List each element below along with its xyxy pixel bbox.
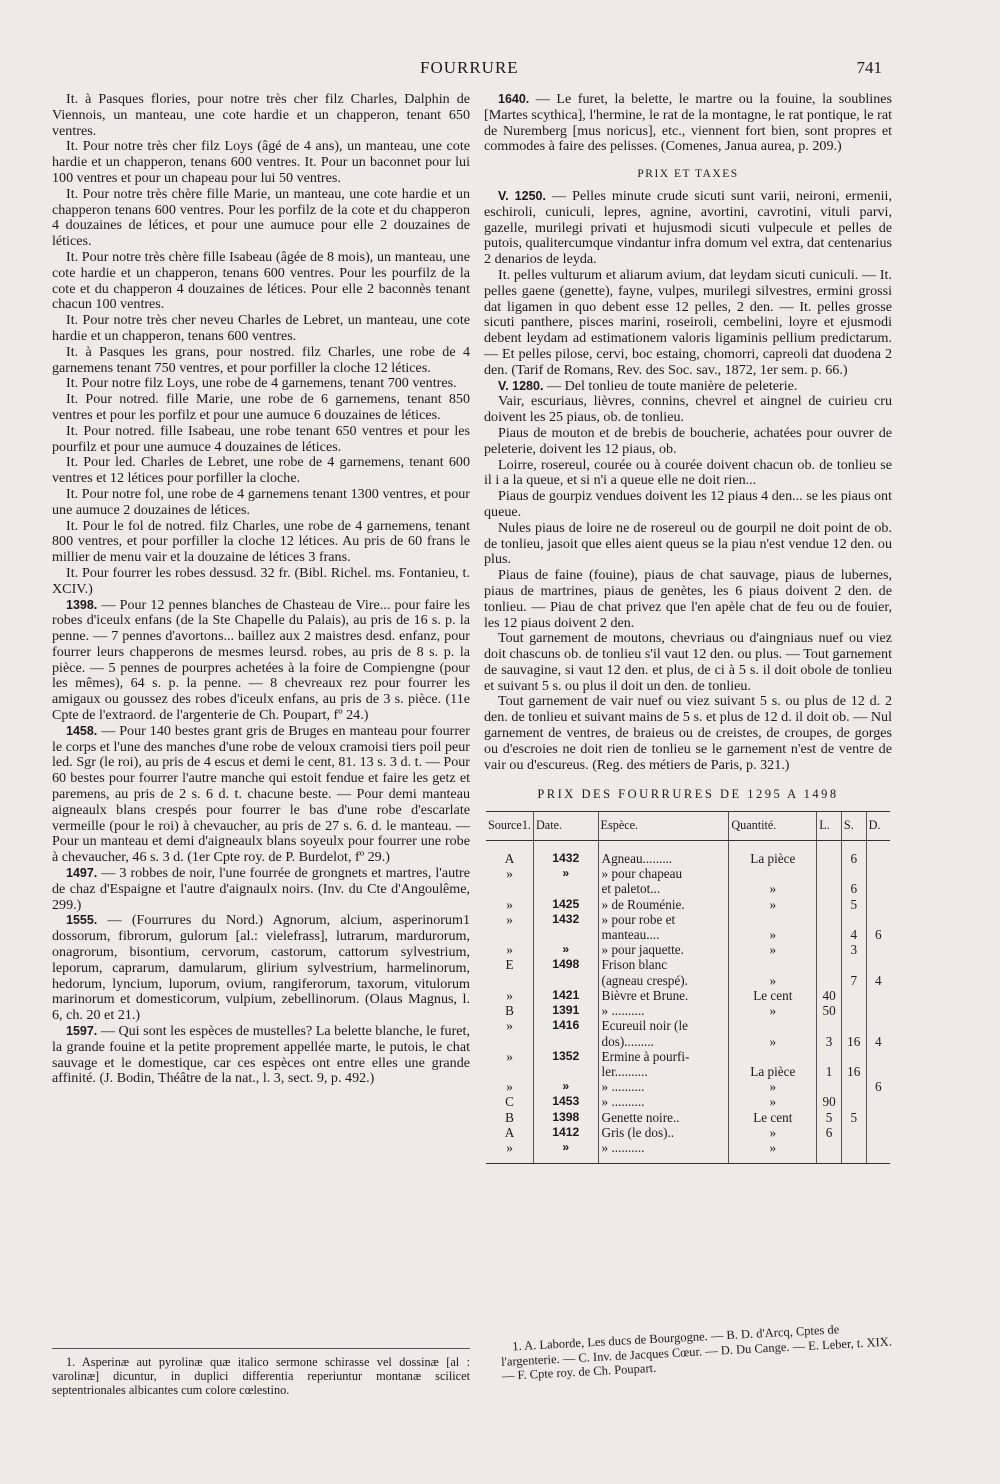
cell-d — [866, 1064, 890, 1079]
cell-source: » — [506, 1079, 513, 1095]
cell-source: » — [486, 1140, 533, 1164]
cell-species: » .......... — [598, 1003, 729, 1018]
cell-source — [486, 1034, 533, 1049]
header-quantity: Quantité. — [729, 812, 817, 841]
running-title: FOURRURE — [420, 58, 519, 77]
cell-quantity — [729, 1018, 817, 1033]
paragraph-text: It. Pour notre très cher neveu Charles de Lebret, un manteau, une cote hardie et un chapperon, tenans 600 ventres. — [52, 312, 470, 344]
paragraph — [484, 92, 892, 155]
paragraph — [484, 458, 892, 490]
cell-s — [841, 1003, 866, 1018]
cell-species: » pour robe et — [598, 912, 729, 927]
cell-d — [866, 1003, 890, 1018]
cell-s — [841, 1079, 866, 1094]
header-source: Source1. — [486, 812, 533, 841]
paragraph-text: Piaus de mouton et de brebis de boucherie, achatées pour ouvrer de peleterie, doivent les 12 piaus, ob. — [484, 424, 892, 457]
cell-d — [866, 897, 890, 912]
cell-source: B — [505, 1003, 514, 1019]
cell-d — [866, 1049, 890, 1064]
paragraph — [52, 455, 470, 487]
cell-s — [841, 1018, 866, 1033]
paragraph-text: It. à Pasques flories, pour notre très cher filz Charles, Dalphin de Viennois, un manteau, une cote hardie et un chapperon, tenant 650 ventres. — [52, 91, 470, 139]
cell-s — [841, 1140, 866, 1164]
header-s: S. — [841, 812, 866, 841]
prix-et-taxes-text — [484, 189, 892, 773]
entry-year: 1497. — [66, 866, 98, 881]
cell-l: 1 — [817, 1064, 842, 1079]
cell-l: 50 — [817, 1003, 842, 1018]
cell-species: Genette noire.. — [598, 1110, 729, 1125]
cell-l: 40 — [817, 988, 842, 1003]
cell-l — [817, 1049, 842, 1064]
cell-date — [533, 1064, 598, 1079]
entry-year: 1398. — [66, 597, 98, 612]
paragraph — [52, 392, 470, 424]
table-row — [486, 881, 890, 896]
cell-s: 5 — [841, 897, 866, 912]
paragraph-text: — 3 robbes de noir, l'une fourrée de grongnets et martres, l'autre de chaz d'Espaigne et l'autre d'aignaulx noirs. (Inv. du Cte d'Angoulême, 299.) — [52, 865, 470, 913]
cell-source: A — [504, 1124, 515, 1140]
cell-quantity: » — [729, 1003, 817, 1018]
cell-quantity: Le cent — [729, 988, 817, 1003]
cell-species: » .......... — [598, 1140, 729, 1164]
entry-year: 1458. — [66, 723, 98, 738]
paragraph-text: It. Pour notre filz Loys, une robe de 4 garnemens, tenant 700 ventres. — [66, 375, 457, 392]
table-row — [486, 973, 890, 988]
entry-year: 1555. — [66, 913, 98, 928]
paragraph — [52, 250, 470, 313]
cell-source: B — [505, 1109, 514, 1125]
cell-s: 16 — [841, 1064, 866, 1079]
cell-d — [866, 1018, 890, 1033]
table-row — [486, 1049, 890, 1064]
header-d: D. — [866, 812, 890, 841]
cell-l: 5 — [817, 1110, 842, 1125]
cell-date: 1412 — [533, 1125, 598, 1140]
cell-l — [817, 1018, 842, 1033]
paragraph — [52, 487, 470, 519]
cell-source: » — [506, 1048, 513, 1064]
cell-date: » — [533, 1140, 598, 1164]
paragraph — [52, 92, 470, 139]
cell-date: 1432 — [533, 912, 598, 927]
left-footnote-text: 1. Asperinæ aut pyrolinæ quæ italico sermone schirasse vel dossinæ [al : varolinæ] dicuntur, in duplici differentia reperiuntur montanæ scilicet septentrionales albicantes cum colore cœlestino. — [52, 1355, 470, 1397]
cell-d: 4 — [866, 973, 890, 988]
header-l: L. — [817, 812, 842, 841]
paragraph — [484, 426, 892, 458]
cell-d — [866, 881, 890, 896]
cell-s — [841, 1094, 866, 1109]
table-row — [486, 897, 890, 912]
cell-l — [817, 1140, 842, 1164]
cell-quantity: » — [729, 942, 817, 957]
cell-source — [486, 927, 533, 942]
header-species: Espèce. — [598, 812, 729, 841]
paragraph-text: — Del tonlieu de toute manière de peleterie. — [543, 377, 798, 394]
cell-date — [533, 927, 598, 942]
cell-quantity: » — [729, 1140, 817, 1164]
paragraph — [484, 694, 892, 773]
table-title: PRIX DES FOURRURES DE 1295 A 1498 — [537, 787, 839, 802]
cell-species: » .......... — [598, 1079, 729, 1094]
paragraph-text: It. Pour le fol de notred. filz Charles, une robe de 4 garnemens, tenant 800 ventres, et pour porfiller la cloche 12 létices. Au pris de 60 frans le millier de menu vair et la douzaine de létices 3 frans. — [52, 517, 470, 566]
cell-l — [817, 973, 842, 988]
cell-s: 6 — [841, 841, 866, 867]
cell-d — [866, 988, 890, 1003]
cell-s: 16 — [841, 1034, 866, 1049]
cell-date: 1498 — [533, 957, 598, 972]
table-row — [486, 1094, 890, 1109]
cell-d — [866, 957, 890, 972]
cell-date — [533, 881, 598, 896]
cell-species: et paletot... — [598, 881, 729, 896]
cell-d — [866, 1140, 890, 1164]
cell-l — [817, 841, 842, 867]
cell-l: 6 — [817, 1125, 842, 1140]
paragraph-text: It. Pour notre fol, une robe de 4 garnemens tenant 1300 ventres, et pour une aumuce 2 douzaines de létices. — [52, 485, 470, 518]
cell-quantity: » — [729, 927, 817, 942]
cell-species: ler.......... — [598, 1064, 729, 1079]
paragraph — [484, 189, 892, 268]
paragraph — [484, 489, 892, 521]
cell-s: 3 — [841, 942, 866, 957]
paragraph-text: Vair, escuriaus, lièvres, connins, chevrel et aingnel de cuirieu cru doivent les 25 piaus, ob. de tonlieu. — [484, 393, 892, 426]
cell-species: Frison blanc — [598, 957, 729, 972]
cell-d: 4 — [866, 1034, 890, 1049]
entry-year: V. 1280. — [498, 378, 544, 393]
cell-date: 1352 — [533, 1049, 598, 1064]
table-row — [486, 1140, 890, 1164]
cell-quantity — [729, 912, 817, 927]
paragraph-text: Loirre, rosereul, courée ou à courée doivent chacun ob. de tonlieu se il i a la queue, et si n'i a queue elle ne doit rien... — [484, 456, 892, 489]
paragraph-text: It. Pour notre très cher filz Loys (âgé de 4 ans), un manteau, une cote hardie et un chapperon, tenans 600 ventres. It. Pour un baconnet pour lui 100 ventres et pour un chapeau pour lui 50 ventres. — [52, 138, 470, 186]
page-number: 741 — [856, 58, 882, 77]
paragraph — [52, 187, 470, 250]
paragraph-text: It. Pour notre très chère fille Marie, un manteau, une cote hardie et un chapperon tenans 600 ventres. Pour les porfilz de la cote et du chapperon 4 douzaines de létices, et pour une aumuce pour elle 2 douzaines de létices. — [52, 185, 470, 250]
paragraph-text: It. pelles vulturum et aliarum avium, dat leydam sicuti cuniculi. — It. pelles gaene (genette), fayne, vulpes, murilegi silvestres, ermini grossi dat ligamen in quo debent esse 12 pelles, 2 den. — It. pelles grosse sicuti panthere, pisces marini, roseiroli, cembelini, loyre et ejusmodi debent leydam ad estimationem valoris ligaminis pellium predictarum. — Et pelles pilose, cervi, boc estaing, chomorri, capreoli dat duodena 2 den. (Tarif de Romans, Rev. des Soc. sav., 1872, 1er sem. p. 66.) — [484, 266, 892, 378]
table-row — [486, 942, 890, 957]
paragraph-text: Tout garnement de vair nuef ou viez suivant 5 s. ou plus de 12 d. 2 den. de tonlieu et suivant mains de 5 s. et plus de 12 d. il doit ob. — Nul garnement de ventres, de braieus ou de creistes, de croupes, de gorges ou d'escroies ne doit rien de tonlieu se le garnement n'est de ventre de vair ou d'escureus. (Reg. des métiers de Paris, p. 321.) — [484, 693, 892, 773]
cell-d: 6 — [866, 1079, 890, 1094]
cell-source — [486, 973, 533, 988]
cell-s — [841, 1125, 866, 1140]
paragraph-text: It. Pour notred. fille Isabeau, une robe tenant 650 ventres et pour les pourfilz et pour une aumuce 4 douzaines de létices. — [52, 422, 470, 455]
entry-year: 1597. — [66, 1024, 98, 1039]
paragraph-text: It. Pour notred. fille Marie, une robe de 6 garnemens, tenant 850 ventres et pour les porfilz et pour une aumuce 6 douzaines de létices. — [52, 391, 470, 423]
cell-l — [817, 927, 842, 942]
cell-date: 1453 — [533, 1094, 598, 1109]
left-footnote — [52, 1348, 470, 1397]
cell-l: 90 — [817, 1094, 842, 1109]
paragraph-text: — Pelles minute crude sicuti sunt varii, neironi, ermenii, eschiroli, cuniculi, lepres, agnine, avortini, cavrotini, vituli parvi, gazelle, murilegi privati et hujusmodi sicuti vulpecule et pelles de putois, qualitercumque vindantur infra domum vel extra, dat centenarius 2 denarios de leyda. — [484, 187, 892, 268]
cell-d — [866, 1094, 890, 1109]
cell-quantity: » — [729, 973, 817, 988]
paragraph-text: Piaus de gourpiz vendues doivent les 12 piaus 4 den... se les piaus ont queue. — [484, 488, 892, 520]
cell-l — [817, 912, 842, 927]
cell-s: 7 — [841, 973, 866, 988]
cell-d: 6 — [866, 927, 890, 942]
paragraph-text: It. Pour fourrer les robes dessusd. 32 fr. (Bibl. Richel. ms. Fontanieu, t. XCIV.) — [52, 564, 470, 597]
cell-date: 1398 — [533, 1110, 598, 1125]
cell-l — [817, 957, 842, 972]
right-footnote-text: 1. A. Laborde, Les ducs de Bourgogne. — B. D. d'Arcq, Cptes de l'argenterie. — C. Inv. de Jacques Cœur. — D. Du Cange. — E. Leber, t. XIX. — F. Cpte roy. de Ch. Poupart. — [500, 1322, 893, 1383]
table-row — [486, 1110, 890, 1125]
cell-species: » de Rouménie. — [598, 897, 729, 912]
paragraph — [52, 424, 470, 456]
cell-date: 1425 — [533, 897, 598, 912]
table-row — [486, 1003, 890, 1018]
cell-d — [866, 866, 890, 881]
cell-quantity: » — [729, 897, 817, 912]
entry-year: 1640. — [498, 92, 530, 106]
paragraph — [52, 139, 470, 186]
right-footnote — [500, 1319, 894, 1383]
cell-species: » .......... — [598, 1094, 729, 1109]
cell-s — [841, 957, 866, 972]
cell-date: 1432 — [533, 841, 598, 867]
cell-quantity: » — [729, 881, 817, 896]
cell-date — [533, 973, 598, 988]
paragraph — [52, 724, 470, 866]
cell-date: » — [533, 866, 598, 881]
paragraph — [52, 913, 470, 1024]
cell-quantity: La pièce — [729, 841, 817, 867]
paragraph — [52, 519, 470, 566]
cell-date: 1416 — [533, 1018, 598, 1033]
cell-s — [841, 912, 866, 927]
cell-source — [486, 1064, 533, 1079]
paragraph — [484, 631, 892, 694]
cell-quantity: » — [729, 1079, 817, 1094]
right-column-top — [484, 92, 892, 155]
cell-source: » — [506, 1018, 513, 1034]
table-header-row — [486, 812, 890, 841]
paragraph — [52, 1024, 470, 1087]
cell-species: (agneau crespé). — [598, 973, 729, 988]
paragraph-text: Tout garnement de moutons, chevriaus ou d'aingniaus nuef ou viez doit chascuns ob. de tonlieu s'il vaut 12 den. ou plus. — Tout garnement de sauvagine, si vaut 12 den. et plus, de ci à 5 s. il doit obole de tonlieu et suivant 5 s. ou plus il doit un den. de tonlieu. — [484, 630, 892, 694]
cell-source: E — [505, 957, 514, 973]
paragraph-text: — (Fourrures du Nord.) Agnorum, alcium, asperinorum1 dossorum, fibrorum, gulorum [al.: vielefrass], lutrarum, mardurorum, onagrorum, bisontium, cervorum, castorum, cattorum sylvestrium, leporum, caprarum, damularum, glirium sylvestrium, harmelinorum, hedorum, lyncium, luporum, ovium, rangiferorum, taxorum, vitulorum marinorum et domesticorum, vulpium, zebellinorum. (Olaus Magnus, l. 6, ch. 20 et 21.) — [52, 912, 470, 1024]
table-row — [486, 912, 890, 927]
paragraph-text: — Le furet, la belette, le martre ou la fouine, la soublines [Martes scythica], l'hermine, le rat de la montagne, le rat pontique, le rat de Nuremberg [mus noricus], etc., viennent fort bien, sont propres et commodes à faire des pelisses. (Comenes, Janua aurea, p. 209.) — [484, 91, 892, 155]
paragraph — [484, 394, 892, 426]
cell-l — [817, 881, 842, 896]
paragraph — [484, 379, 892, 395]
paragraph — [52, 376, 470, 392]
header-date: Date. — [533, 812, 598, 841]
paragraph — [52, 866, 470, 913]
cell-species: manteau.... — [598, 927, 729, 942]
cell-species: Agneau......... — [598, 841, 729, 867]
paragraph — [52, 598, 470, 724]
cell-s: 4 — [841, 927, 866, 942]
paragraph — [484, 268, 892, 379]
cell-quantity — [729, 957, 817, 972]
cell-quantity: » — [729, 1125, 817, 1140]
paragraph — [52, 313, 470, 345]
cell-s — [841, 1049, 866, 1064]
cell-l — [817, 942, 842, 957]
cell-quantity: » — [729, 1034, 817, 1049]
cell-date: » — [533, 1079, 598, 1094]
cell-s — [841, 866, 866, 881]
cell-d — [866, 942, 890, 957]
paragraph — [484, 568, 892, 631]
cell-species: dos)......... — [598, 1034, 729, 1049]
cell-source: » — [506, 866, 513, 882]
cell-source: » — [506, 911, 513, 927]
table-row — [486, 1064, 890, 1079]
table-row — [486, 957, 890, 972]
cell-l — [817, 1079, 842, 1094]
paragraph-text: It. à Pasques les grans, pour nostred. filz Charles, une robe de 4 garnemens tenant 750 ventres, et pour porfiller la cloche 12 létices. — [52, 343, 470, 376]
cell-source: » — [506, 942, 513, 958]
section-title: PRIX ET TAXES — [637, 168, 739, 181]
right-column — [484, 92, 892, 1164]
cell-d — [866, 912, 890, 927]
cell-s — [841, 988, 866, 1003]
paragraph-text: Nules piaus de loire ne de rosereul ou de gourpil ne doit point de ob. de tonlieu, jasoit que elles aient queus se la piau n'est vendue 12 den. ou plus. — [484, 519, 892, 568]
cell-species: Ecureuil noir (le — [598, 1018, 729, 1033]
paragraph-text: — Qui sont les espèces de mustelles? La belette blanche, le furet, la grande fouine et la petite proprement appellée marte, le putois, le chat sauvage et le domestique, car ces espèces ont entre elles une grande affinité. (J. Bodin, Théâtre de la nat., l. 3, sect. 9, p. 492.) — [52, 1023, 470, 1087]
cell-source: A — [504, 851, 515, 867]
cell-species: Ermine à pourfi- — [598, 1049, 729, 1064]
cell-s: 5 — [841, 1110, 866, 1125]
cell-quantity: » — [729, 1094, 817, 1109]
table-row — [486, 1079, 890, 1094]
paragraph — [484, 521, 892, 568]
table-body — [486, 841, 890, 1164]
cell-l — [817, 866, 842, 881]
cell-date — [533, 1034, 598, 1049]
cell-date: » — [533, 942, 598, 957]
cell-d — [866, 1110, 890, 1125]
cell-quantity: Le cent — [729, 1110, 817, 1125]
paragraph-text: — Pour 12 pennes blanches de Chasteau de Vire... pour faire les robes d'iceulx enfans (de la Ste Chapelle du Palais), au pris de 16 s. p. la penne. — 7 pennes d'avortons... baillez aux 2 maistres desd. enfanz, pour fourrer leurs chapperons de mesmes leursd. robes, au pris de 8 s. p. la pièce. — 5 pennes de pourpres achetées à la foire de Compiengne (pour les mêmes), 64 s. p. la penne. — 8 chevreaux rez pour fourrer les amigaux ou goussez des robes d'iceulx enfans, au pris de 3 s. pièce. (11e Cpte de l'extraord. de l'argenterie de Ch. Poupart, fº 24.) — [52, 596, 470, 724]
paragraph — [52, 345, 470, 377]
cell-s: 6 — [841, 881, 866, 896]
left-column — [52, 92, 470, 1087]
cell-date: 1391 — [533, 1003, 598, 1018]
cell-species: » pour jaquette. — [598, 942, 729, 957]
cell-l — [817, 897, 842, 912]
cell-species: » pour chapeau — [598, 866, 729, 881]
cell-quantity — [729, 1049, 817, 1064]
cell-source: » — [506, 896, 513, 912]
cell-source — [486, 881, 533, 896]
table-row — [486, 866, 890, 881]
cell-quantity — [729, 866, 817, 881]
paragraph-text: — Pour 140 bestes grant gris de Bruges en manteau pour fourrer le corps et l'une des manches d'une robe de veloux cramoisi tiers poil peur led. Sgr (le roi), au pris de 4 escus et demi le cent, 81. 13 s. 3 d. t. — Pour 60 bestes pour fourrer l'autre manche qui estoit fendue et faire les getz et paremens, au pris de 2 s. 6 d. t. chacune beste. — Pour demi manteau aigneaulx blans crespés pour fourrer le bas d'une robe d'escarlate vermeille (pour le roi) à chevaucher, au pris de 27 s. 6. d. le manteau. — Pour un manteau et demi d'aigneaulx blans soyeulx pour fourrer une robe à chevaucher, 46 s. 3 d. (1er Cpte roy. de P. Burdelot, fº 29.) — [52, 722, 470, 866]
table-row — [486, 1125, 890, 1140]
table-row — [486, 927, 890, 942]
cell-d — [866, 841, 890, 867]
table-row — [486, 841, 890, 867]
cell-d — [866, 1125, 890, 1140]
cell-species: Bièvre et Brune. — [598, 988, 729, 1003]
cell-quantity: La pièce — [729, 1064, 817, 1079]
cell-source: C — [505, 1094, 514, 1110]
cell-date: 1421 — [533, 988, 598, 1003]
paragraph — [52, 566, 470, 598]
price-table — [486, 811, 890, 1164]
running-header — [0, 58, 1000, 82]
cell-species: Gris (le dos).. — [598, 1125, 729, 1140]
table-row — [486, 1018, 890, 1033]
table-row — [486, 988, 890, 1003]
paragraph-text: It. Pour notre très chère fille Isabeau (âgée de 8 mois), un manteau, une cote hardie et un chapperon, tenans 600 ventres. Pour les pourfilz de la cote et du chapperon 4 douzaines de létices. Pour elle 2 baconnès tenant chacun 100 ventres. — [52, 248, 470, 313]
paragraph-text: It. Pour led. Charles de Lebret, une robe de 4 garnemens, tenant 600 ventres et 12 létices pour porfiller la cloche. — [52, 454, 470, 487]
entry-year: V. 1250. — [498, 188, 546, 203]
paragraph-text: Piaus de faine (fouine), piaus de chat sauvage, piaus de lubernes, piaus de martrines, piaus de genètes, les 6 piaus doivent 2 den. de tonlieu. — Piau de chat privez que l'en apèle chat de feu ou de fouier, les 12 piaus doivent 2 den. — [484, 567, 892, 631]
cell-source: » — [506, 987, 513, 1003]
cell-l: 3 — [817, 1034, 842, 1049]
table-row — [486, 1034, 890, 1049]
